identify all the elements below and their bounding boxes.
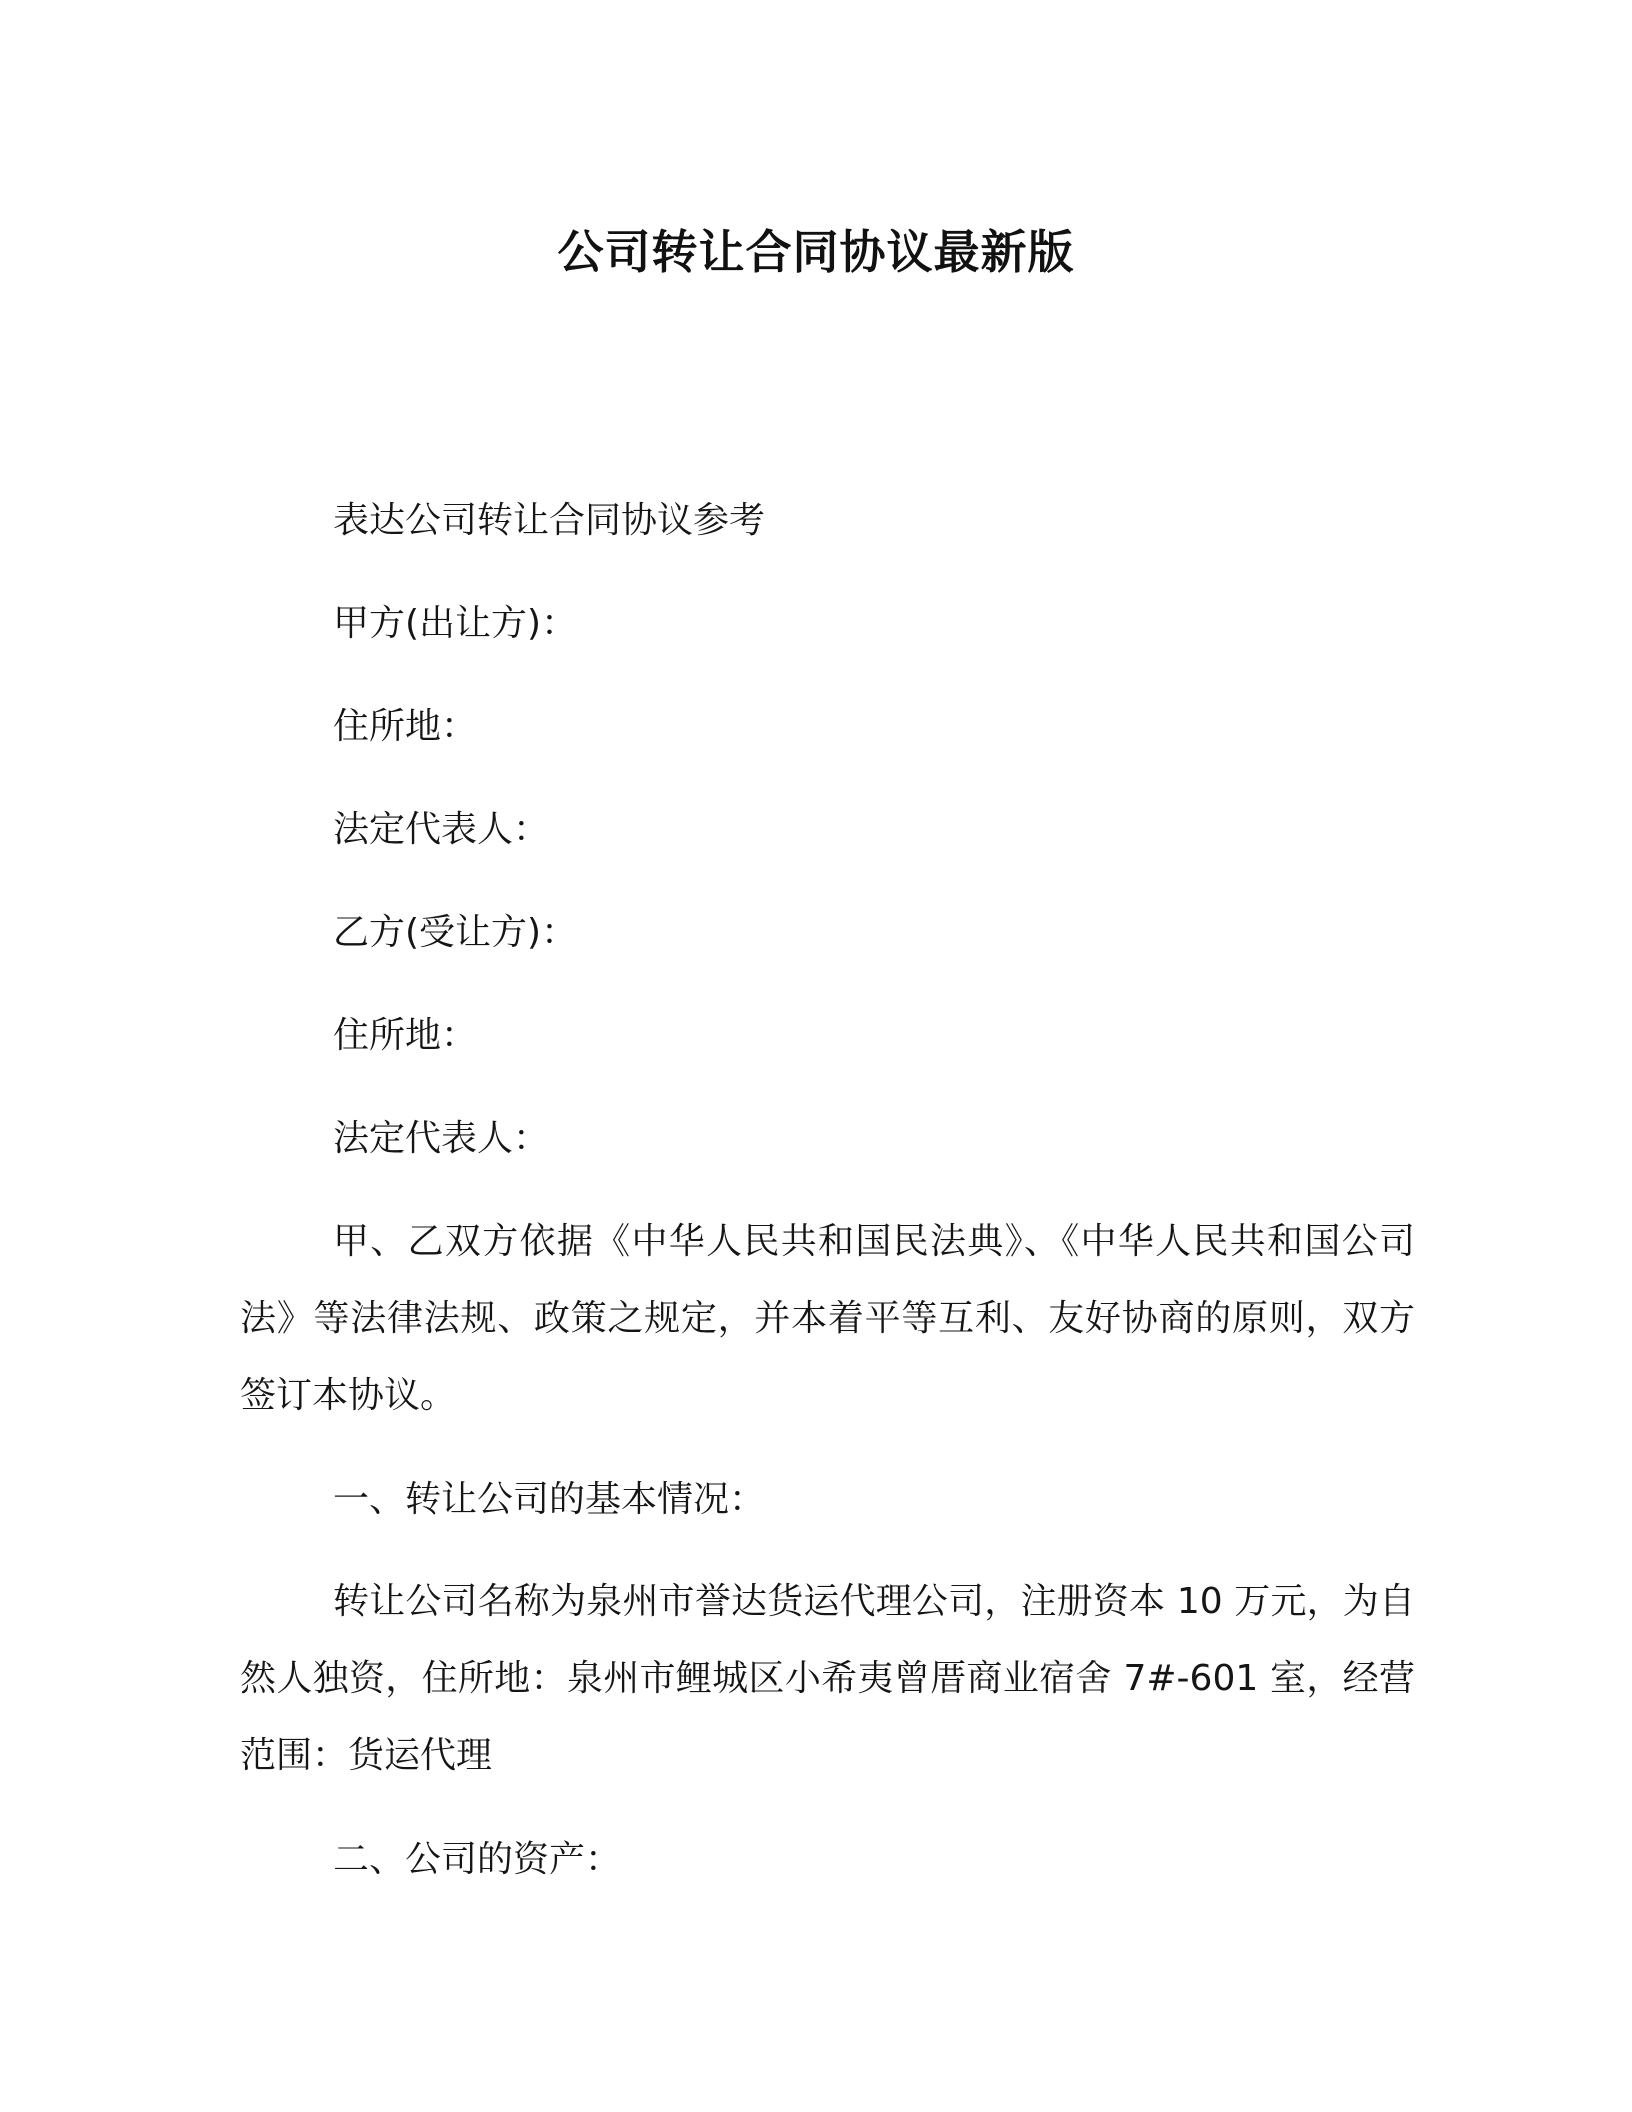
party-a-address-label: 住所地： [333, 706, 478, 747]
intro-line: 表达公司转让合同协议参考 [333, 500, 766, 541]
document-title: 公司转让合同协议最新版 [557, 225, 1075, 279]
party-a-legal-rep-label: 法定代表人： [333, 809, 550, 850]
section-1-heading: 一、转让公司的基本情况： [333, 1479, 766, 1520]
party-b-address-label: 住所地： [333, 1015, 478, 1056]
party-b-label: 乙方(受让方)： [333, 912, 578, 953]
party-b-legal-rep-label: 法定代表人： [333, 1118, 550, 1159]
section-1-body: 转让公司名称为泉州市誉达货运代理公司，注册资本 10 万元，为自然人独资，住所地：泉州市鲤城区小希夷曾厝商业宿舍 7#-601 室，经营范围：货运代理 [240, 1581, 1415, 1776]
basis-paragraph: 甲、乙双方依据《中华人民共和国民法典》、《中华人民共和国公司法》等法律法规、政策之规定，并本着平等互利、友好协商的原则，双方签订本协议。 [240, 1221, 1415, 1416]
party-a-label: 甲方(出让方)： [333, 603, 578, 644]
section-2-heading: 二、公司的资产： [333, 1839, 622, 1880]
